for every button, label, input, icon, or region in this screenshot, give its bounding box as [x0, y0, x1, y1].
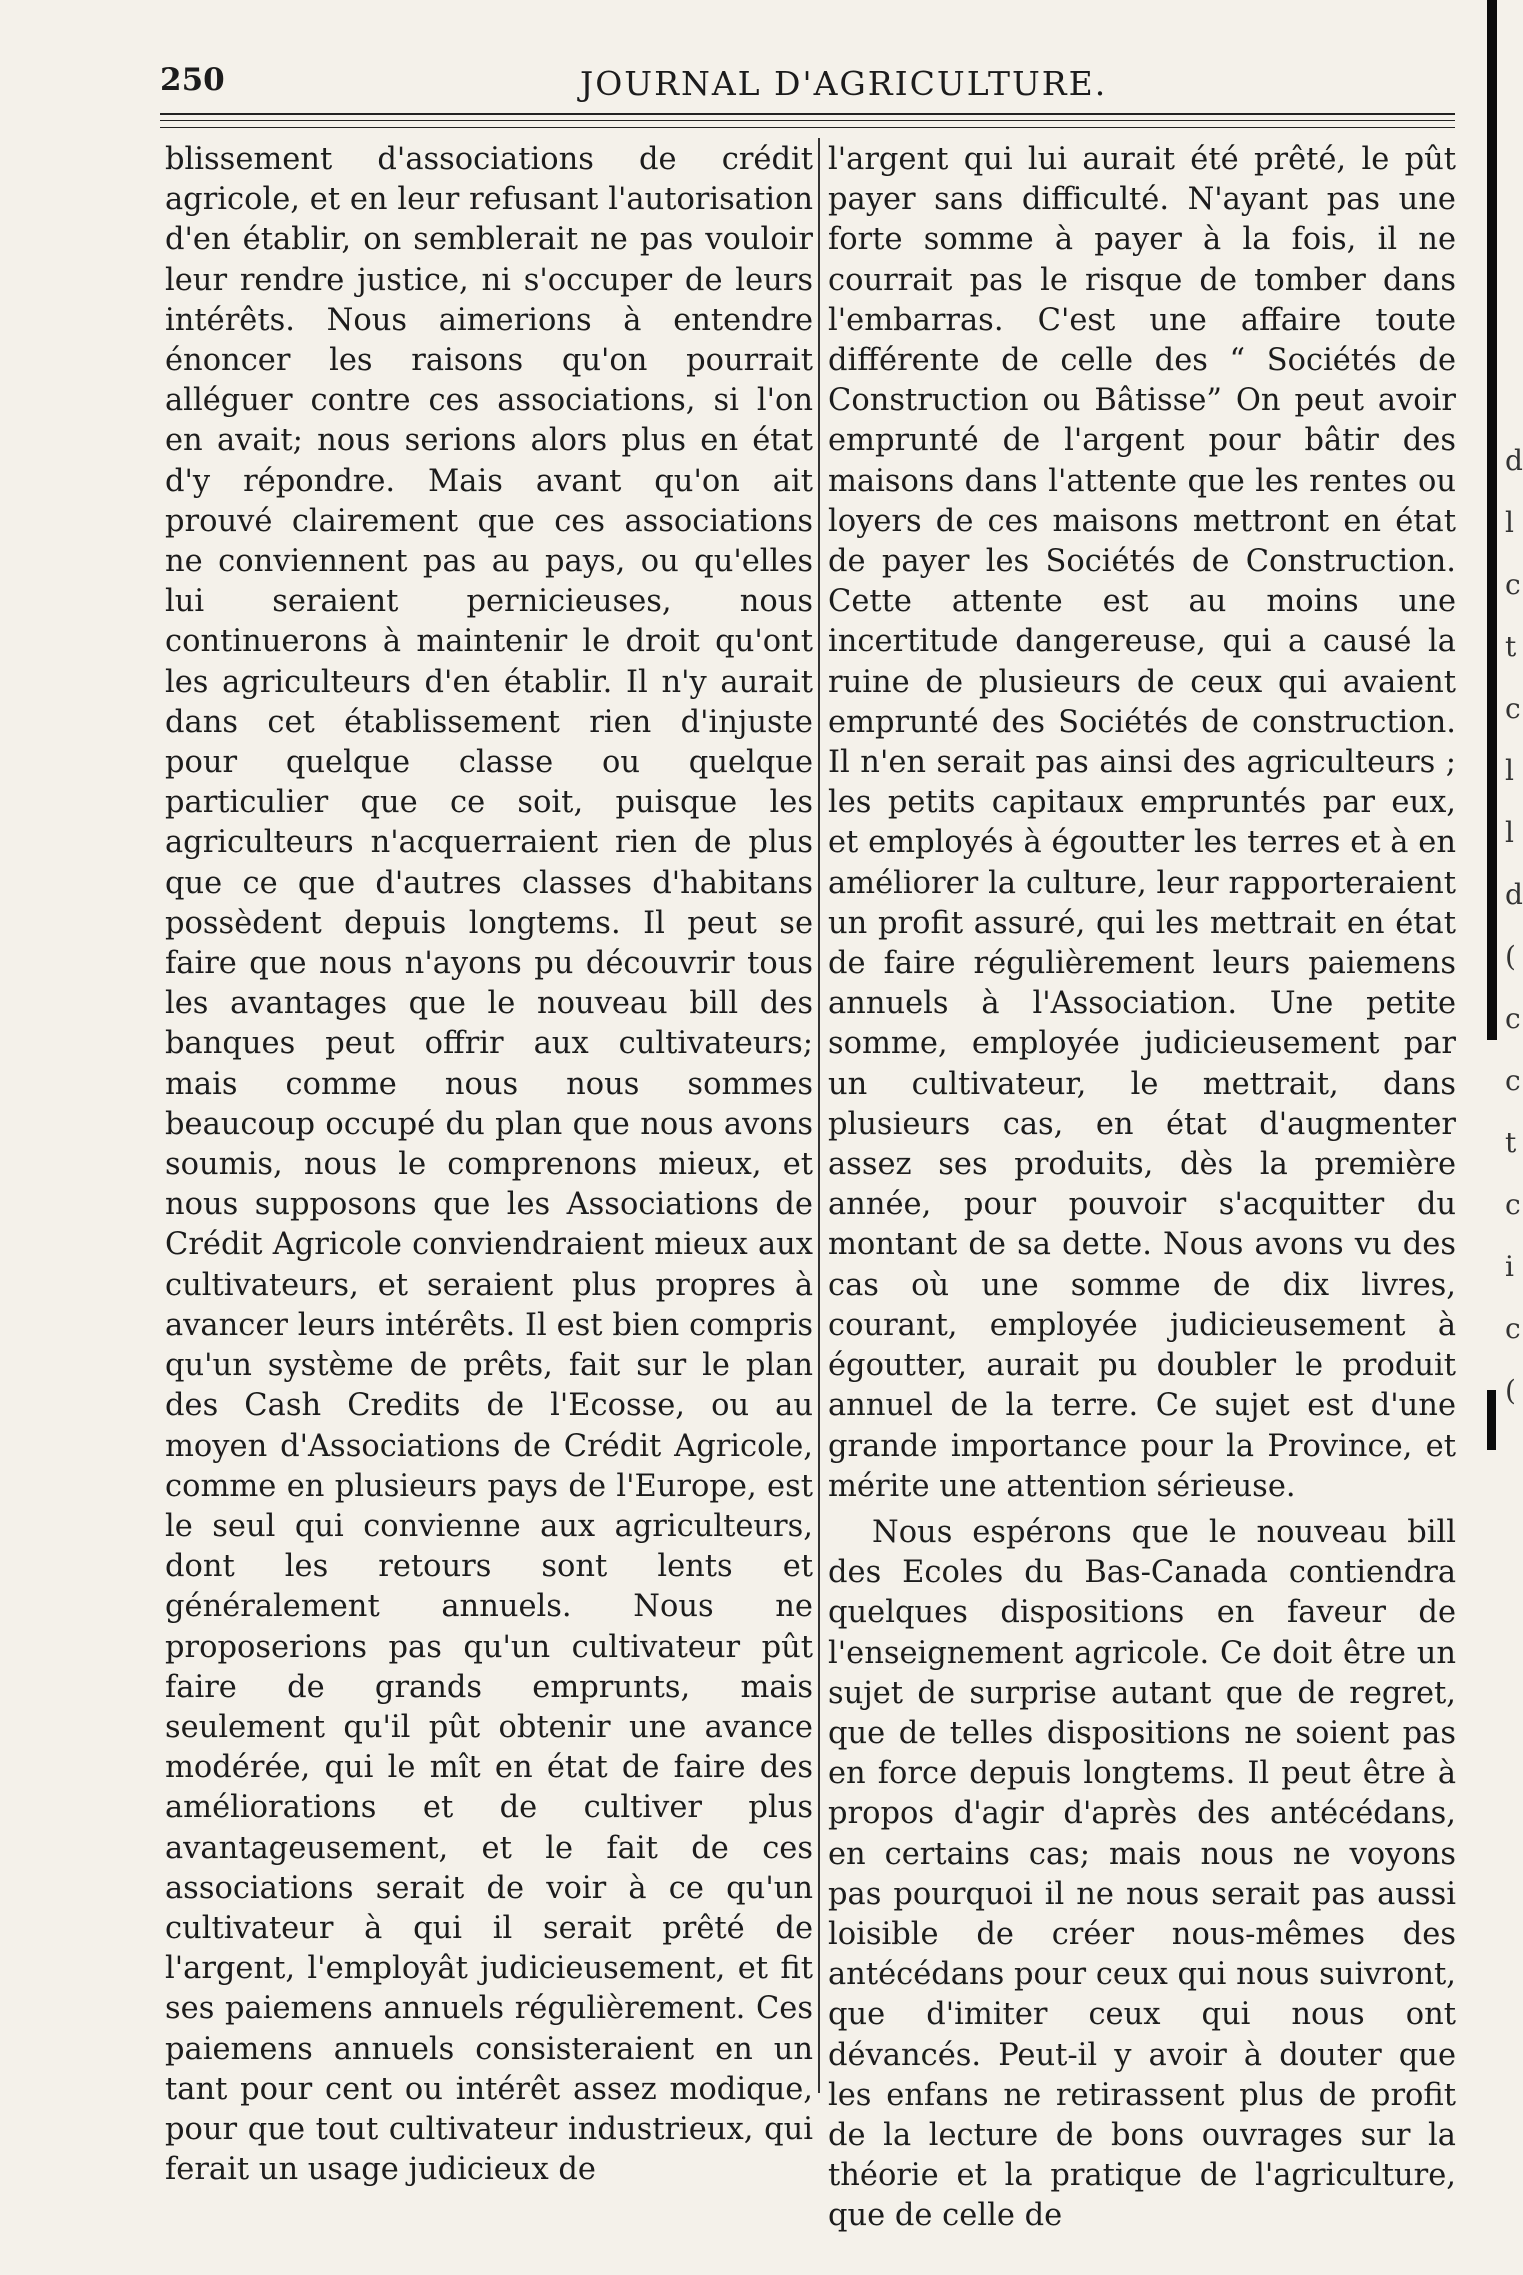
page-number: 250: [160, 62, 225, 98]
left-paragraph: blissement d'associations de crédit agricole, et en leur refusant l'autorisation d'en établir, on semblerait ne pas vouloir leur rendre justice, ni s'occuper de leurs intérêts. Nous aimerions à entendre énoncer les raisons qu'on pourrait alléguer contre ces associations, si l'on en avait; nous serions alors plus en état d'y répondre. Mais avant qu'on ait prouvé clairement que ces associations ne conviennent pas au pays, ou qu'elles lui seraient pernicieuses, nous continuerons à maintenir le droit qu'ont les agriculteurs d'en établir. Il n'y aurait dans cet établissement rien d'injuste pour quelque classe ou quelque particulier que ce soit, puisque les agriculteurs n'acquerraient rien de plus que ce que d'autres classes d'habitans possèdent depuis longtems. Il peut se faire que nous n'ayons pu découvrir tous les avantages que le nouveau bill des banques peut offrir aux cultivateurs; mais comme nous nous sommes beaucoup occupé du plan que nous avons soumis, nous le comprenons mieux, et nous supposons que les Associations de Crédit Agricole conviendraient mieux aux cultivateurs, et seraient plus propres à avancer leurs intérêts. Il est bien compris qu'un système de prêts, fait sur le plan des Cash Credits de l'Ecosse, ou au moyen d'Associations de Crédit Agricole, comme en plusieurs pays de l'Europe, est le seul qui convienne aux agriculteurs, dont les retours sont lents et généralement annuels. Nous ne proposerions pas qu'un cultivateur pût faire de grands emprunts, mais seulement qu'il pût obtenir une avance modérée, qui le mît en état de faire des améliorations et de cultiver plus avantageusement, et le fait de ces associations serait de voir à ce qu'un cultivateur à qui il serait prêté de l'argent, l'employât judicieusement, et fit ses paiemens annuels régulièrement. Ces paiemens annuels consisteraient en un tant pour cent ou intérêt assez modique, pour que tout cultivateur industrieux, qui ferait un usage judicieux de: [165, 142, 813, 2188]
header-rule-thin: [160, 120, 1455, 121]
left-column: [165, 140, 813, 2190]
binding-edge-mark: [1487, 1390, 1496, 1450]
adjacent-page-fragments: d l c t c l l d ( c c t c i c (: [1505, 444, 1523, 1407]
header-rule: [160, 113, 1455, 115]
right-column: [828, 140, 1456, 2237]
binding-edge-bar: [1487, 0, 1497, 1040]
column-divider: [818, 138, 820, 2093]
header-rule-thin: [160, 127, 1455, 128]
running-title: JOURNAL D'AGRICULTURE.: [580, 64, 1108, 103]
right-paragraph-2: Nous espérons que le nouveau bill des Ecoles du Bas-Canada contiendra quelques dispositions en faveur de l'enseignement agricole. Ce doit être un sujet de surprise autant que de regret, que de telles dispositions ne soient pas en force depuis longtems. Il peut être à propos d'agir d'après des antécédans, en certains cas; mais nous ne voyons pas pourquoi il ne nous serait pas aussi loisible de créer nous-mêmes des antécédans pour ceux qui nous suivront, que d'imiter ceux qui nous ont dévancés. Peut-il y avoir à douter que les enfans ne retirassent plus de profit de la lecture de bons ouvrages sur la théorie et la pratique de l'agriculture, que de celle de: [828, 1514, 1456, 2234]
right-paragraph-1: l'argent qui lui aurait été prêté, le pût payer sans difficulté. N'ayant pas une forte somme à payer à la fois, il ne courrait pas le risque de tomber dans l'embarras. C'est une affaire toute différente de celle des “ Sociétés de Construction ou Bâtisse” On peut avoir emprunté de l'argent pour bâtir des maisons dans l'attente que les rentes ou loyers de ces maisons mettront en état de payer les Sociétés de Construction. Cette attente est au moins une incertitude dangereuse, qui a causé la ruine de plusieurs de ceux qui avaient emprunté des Sociétés de construction. Il n'en serait pas ainsi des agriculteurs ; les petits capitaux empruntés par eux, et employés à égoutter les terres et à en améliorer la culture, leur rapporteraient un profit assuré, qui les mettrait en état de faire régulièrement leurs paiemens annuels à l'Association. Une petite somme, employée judicieusement par un cultivateur, le mettrait, dans plusieurs cas, en état d'augmenter assez ses produits, dès la première année, pour pouvoir s'acquitter du montant de sa dette. Nous avons vu des cas où une somme de dix livres, courant, employée judicieusement à égoutter, aurait pu doubler le produit annuel de la terre. Ce sujet est d'une grande importance pour la Province, et mérite une attention sérieuse.: [828, 142, 1456, 1504]
